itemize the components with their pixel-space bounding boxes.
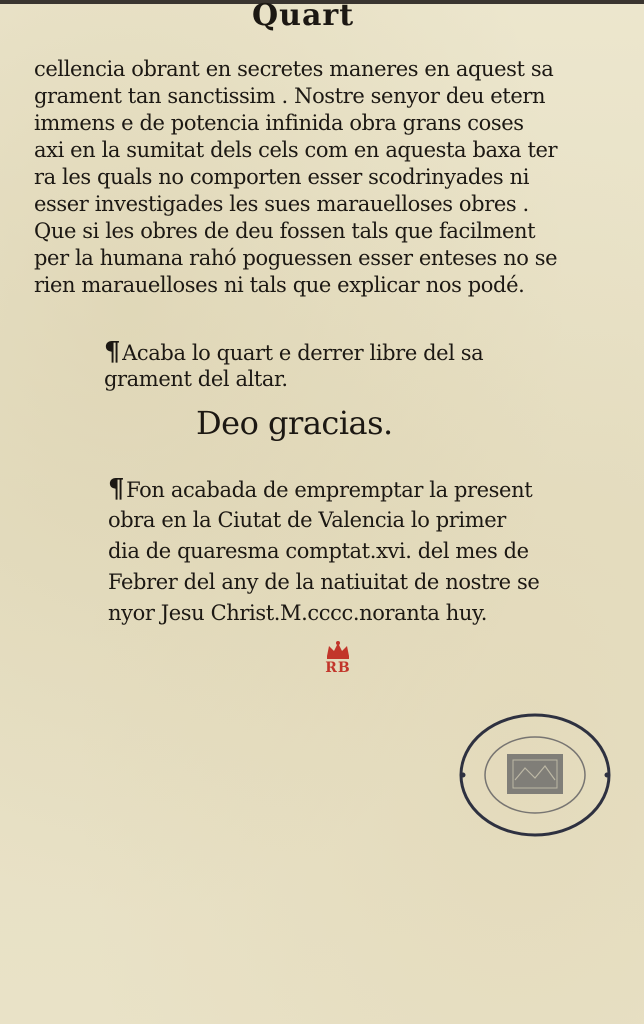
imprint-text: Fon acabada de empremptar la present	[126, 478, 533, 502]
pilcrow-mark: ¶	[104, 337, 121, 367]
body-line: rien marauelloses ni tals que explicar nos podé.	[34, 273, 525, 297]
body-line: cellencia obrant en secretes maneres en aquest sa	[34, 57, 554, 81]
colophon-text: Acaba lo quart e derrer libre del sa	[122, 341, 484, 365]
seal-stamp-icon	[455, 710, 615, 840]
colophon-line: grament del altar.	[104, 367, 288, 391]
deo-gracias: Deo gracias.	[196, 404, 393, 442]
colophon-line	[104, 339, 483, 366]
owner-crown-mark	[318, 640, 358, 686]
imprint-line: Febrer del any de la natiuitat de nostre se	[108, 570, 540, 594]
running-head: Quart	[252, 0, 355, 33]
body-text-block	[34, 56, 594, 299]
imprint-line: nyor Jesu Christ.M.cccc.noranta huy.	[108, 601, 487, 625]
body-line: esser investigades les sues marauelloses obres .	[34, 192, 529, 216]
library-stamp	[455, 710, 615, 840]
colophon-block	[104, 339, 483, 393]
body-line: grament tan sanctissim . Nostre senyor deu etern	[34, 84, 546, 108]
body-line: Que si les obres de deu fossen tals que facilment	[34, 219, 536, 243]
body-line: axi en la sumitat dels cels com en aquesta baxa ter	[34, 138, 558, 162]
body-line: ra les quals no comporten esser scodrinyades ni	[34, 165, 530, 189]
imprint-block	[108, 474, 539, 629]
imprint-line: obra en la Ciutat de Valencia lo primer	[108, 508, 506, 532]
owner-initials: RB	[325, 660, 351, 676]
imprint-line	[108, 474, 539, 505]
pilcrow-mark: ¶	[108, 474, 125, 504]
body-line: per la humana rahó poguessen esser enteses no se	[34, 246, 558, 270]
imprint-line: dia de quaresma comptat.xvi. del mes de	[108, 539, 529, 563]
crown-icon	[325, 640, 351, 660]
body-line: immens e de potencia infinida obra grans coses	[34, 111, 524, 135]
